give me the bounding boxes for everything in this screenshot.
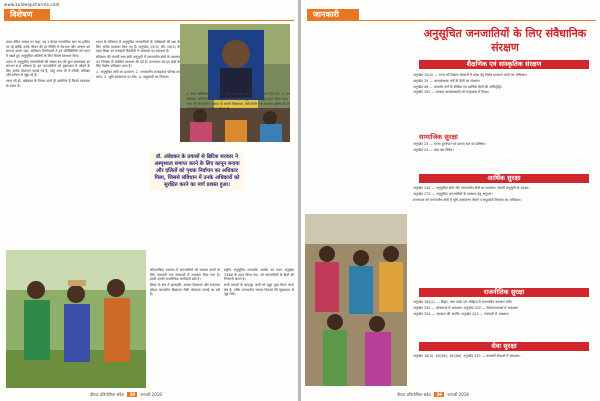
article-column-2 [96, 40, 180, 248]
right-page [301, 0, 600, 401]
list-item: अनुच्छेद 15(4) — राज्य को शिक्षण संस्थानों में प्रवेश हेतु विशेष प्रावधान करने का अधिकार। [413, 73, 528, 77]
paragraph: राष्ट्रीय अनुसूचित जनजाति आयोग का गठन अनुच्छेद 338क के तहत किया गया, जो जनजातियों के हितों की निगरानी करता है। [224, 268, 294, 282]
list-item: अनुच्छेद 244 — अनुसूचित क्षेत्रों और जनजातीय क्षेत्रों का प्रशासन। पांचवीं अनुसूची के उपबंध। [413, 186, 530, 190]
paragraph: आज भी जनजातीय समाज के सामने विस्थापन, बेरोजगारी तथा स्वास्थ्य सुविधाओं की कमी जैसी गंभीर चुनौतियां मौजूद हैं। [186, 102, 290, 111]
site-url: www.kuldeepsharma.com [4, 2, 60, 7]
list-item: राज्यपाल को जनजातीय क्षेत्रों में भूमि हस्तांतरण रोकने व साहूकारी नियंत्रण का अधिकार। [413, 197, 522, 202]
list-item: अनुच्छेद 350 — भाषाई अल्पसंख्यकों को मातृभाषा में शिक्षा। [413, 90, 490, 95]
article-column-4 [150, 268, 220, 384]
section-tab-jankari: जानकारी [307, 9, 359, 21]
tribal-women-photo [6, 250, 146, 388]
list-item: अनुच्छेद 29 — अल्पसंख्यक वर्गों के हितों का संरक्षण। [413, 78, 481, 83]
paragraph: लोकतांत्रिक व्यवस्था में जनजातियों को सशक्त बनाने के लिए पंचायती राज संस्थाओं में आरक्षण दिया गया है। इससे उनकी राजनीतिक भागीदारी बढ़ी है। [150, 268, 220, 282]
left-page [0, 0, 298, 401]
sub-heading-band: राजनीतिक सुरक्षा [419, 288, 589, 297]
tab-rule [4, 20, 294, 21]
page-number: 39 [436, 392, 443, 397]
list-item: अनुच्छेद 16(4), 16(4क), 16(4ख), अनुच्छेद 335 — सरकारी सेवाओं में आरक्षण। [413, 354, 521, 358]
section-educational [413, 73, 595, 129]
list-item: अनुच्छेद 24 — बाल श्रम निषेध। [413, 147, 454, 152]
paragraph: 1. अनुसूचित क्षेत्रों का प्रशासन, 2. जनजातीय सलाहकार परिषद का गठन, 3. भूमि हस्तांतरण पर रोक, 4. साहूकारी का नियमन। [96, 69, 180, 79]
tab-rule [307, 20, 596, 21]
section-service [413, 354, 595, 384]
article-column-1 [6, 40, 90, 248]
sub-heading-band: शैक्षणिक एवं सांस्कृतिक संरक्षण [419, 60, 589, 69]
list-item: अनुच्छेद 23 — मानव दुर्व्यापार एवं बलात् श्रम का प्रतिषेध। [413, 142, 486, 146]
paragraph: भारत के संविधान में अनुसूचित जनजातियों के अधिकारों की रक्षा के लिए अनेक प्रावधान किए गए हैं। अनुच्छेद 15(4) और 16(4) के तहत शिक्षा एवं सरकारी नौकरियों में आरक्षण का प्रावधान है। [96, 40, 180, 54]
paragraph: शिक्षा के क्षेत्र में छात्रवृत्ति, आश्रम विद्यालय और एकलव्य मॉडल आवासीय विद्यालय जैसी योजनाएं चलाई जा रही हैं। [150, 282, 220, 297]
list-item: अनुच्छेद 334 — आरक्षण की अवधि। अनुच्छेद 243 — पंचायतों में आरक्षण। [413, 311, 510, 316]
list-item: अनुच्छेद 164(1) — बिहार, मध्य प्रदेश एवं ओडिशा में जनजातीय कल्याण मंत्री। [413, 300, 512, 304]
section-economic [413, 186, 595, 286]
section-social [413, 142, 595, 172]
tribal-people-group-photo [305, 214, 407, 386]
page-number: 38 [129, 392, 136, 397]
pull-quote [150, 152, 244, 191]
sub-heading-band: आर्थिक सुरक्षा [419, 174, 589, 183]
page-footer [90, 392, 162, 398]
section-tab-vishleshan: विशेषण [4, 9, 50, 21]
footer-month: जनवरी 2018 [447, 392, 469, 397]
paragraph: संविधान की पांचवीं तथा छठी अनुसूची में जनजातीय क्षेत्रों के प्रशासन एवं नियंत्रण से संबंधित व्यवस्था की गई है। राज्यपाल को इन क्षेत्रों के लिए विशेष अधिकार प्राप्त हैं। [96, 54, 180, 69]
list-item: अनुच्छेद 275 — अनुसूचित जनजातियों के कल्याण हेतु अनुदान। [413, 191, 493, 196]
article-column-5 [224, 268, 294, 384]
page-footer [397, 392, 469, 398]
footer-month: जनवरी 2018 [140, 392, 162, 397]
paragraph: प्रथम दलित समाज पर कहा, वह न केवल सामाजिक स्तर पर हाशिए पर रहे बल्कि उनके जीवन की हर स्थिति में भेदभाव और अन्याय का सामना करना पड़ा। संविधान निर्माताओं ने इन परिस्थितियों को ध्यान में रखते हुए अनुसूचित जातियों के लिए विशेष प्रावधान किए। [6, 40, 90, 58]
pull-quote-text: डॉ. अंबेडकर के प्रयासों से ब्रिटिश सरकार ने अस्पृश्यता समाप्त करने के लिए कानून बनाया और दलितों को पृथक निर्वाचन का अधिकार मिला, जिससे संविधान में उनके अधिकारों को सुरक्षित करने का मार्ग प्रशस्त हुआ। [154, 154, 240, 189]
footer-magazine-name: दीपक प्रतियोगिता संदेश [397, 392, 432, 397]
list-item: अनुच्छेद 46 — कमजोर वर्गों के शैक्षिक एवं आर्थिक हितों की अभिवृद्धि। [413, 84, 502, 89]
sub-heading-band: सेवा सुरक्षा [419, 342, 589, 351]
paragraph: 4. पेसा अधिनियम 1996 के तहत ग्राम सभा को विशेष अधिकार दिए गए। 5. वन अधिकार अधिनियम 2006 द्वारा वनवासियों को भूमि पर अधिकार प्रदान किया गया। [186, 92, 290, 101]
article-column-3 [186, 92, 290, 148]
article-headline: अनुसूचित जनजातियों के लिए संवैधानिक संरक्षण [423, 27, 587, 54]
section-political [413, 300, 595, 340]
footer-magazine-name: दीपक प्रतियोगिता संदेश [90, 392, 125, 397]
paragraph: भारत में अनुसूचित जनजातियों की संख्या देश की कुल जनसंख्या का लगभग 8.6 प्रतिशत है। इन जनजातियों को मुख्यधारा से जोड़ने के लिए अनेक योजनाएं चलाई गई हैं, परंतु आज भी वे गरीबी, अशिक्षा और शोषण से जूझ रहे हैं। [6, 59, 90, 78]
paragraph: आज भी डॉ. अंबेडकर के विचार उतने ही प्रासंगिक हैं जितने स्वतंत्रता के समय थे। [6, 79, 90, 88]
sub-heading: सामाजिक सुरक्षा [419, 133, 458, 141]
list-item: अनुच्छेद 330 — लोकसभा में आरक्षण। अनुच्छेद 332 — विधानसभाओं में आरक्षण। [413, 305, 519, 310]
paragraph: सभी प्रयासों के बावजूद अभी भी बहुत कुछ किया जाना शेष है, ताकि जनजातीय समाज विकास की मुख्यधारा से जुड़ सके। [224, 282, 294, 297]
